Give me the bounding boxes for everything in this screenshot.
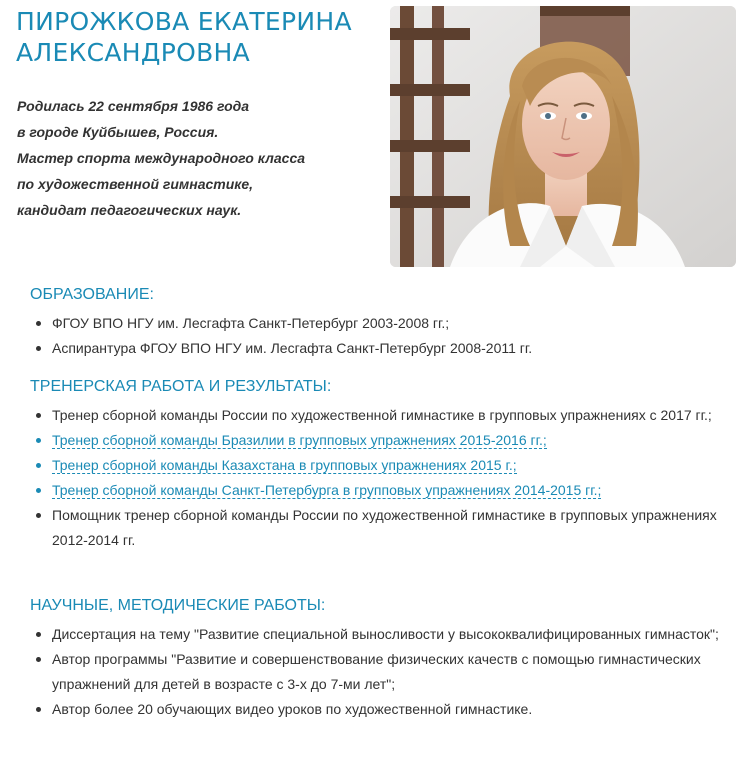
list-item	[30, 428, 730, 453]
link-brazil-team[interactable]: Тренер сборной команды Бразилии в групповых упражнениях 2015-2016 гг.;	[52, 432, 547, 448]
research-heading: НАУЧНЫЕ, МЕТОДИЧЕСКИЕ РАБОТЫ:	[30, 597, 326, 614]
name-line-2: АЛЕКСАНДРОВНА	[16, 38, 251, 67]
list-item: Помощник тренер сборной команды России по художественной гимнастике в групповых упражнениях 2012-2014 гг.	[30, 503, 730, 553]
link-kazakhstan-team[interactable]: Тренер сборной команды Казахстана в групповых упражнениях 2015 г.;	[52, 457, 517, 473]
bio-line-4: по художественной гимнастике,	[17, 176, 254, 192]
list-item: ФГОУ ВПО НГУ им. Лесгафта Санкт-Петербург 2003-2008 гг.;	[30, 311, 730, 336]
bio-text	[17, 93, 305, 223]
education-list	[30, 311, 730, 361]
bio-line-5: кандидат педагогических наук.	[17, 202, 242, 218]
bio-line-1: Родилась 22 сентября 1986 года	[17, 98, 250, 114]
portrait-photo	[390, 6, 736, 267]
list-item	[30, 453, 730, 478]
coaching-heading: ТРЕНЕРСКАЯ РАБОТА И РЕЗУЛЬТАТЫ:	[30, 378, 332, 395]
research-list	[30, 622, 730, 722]
link-spb-team[interactable]: Тренер сборной команды Санкт-Петербурга в групповых упражнениях 2014-2015 гг.;	[52, 482, 602, 498]
list-item: Тренер сборной команды России по художественной гимнастике в групповых упражнениях с 2017 гг.;	[30, 403, 730, 428]
list-item	[30, 478, 730, 503]
list-item: Автор более 20 обучающих видео уроков по художественной гимнастике.	[30, 697, 730, 722]
coaching-list	[30, 403, 730, 553]
page-title	[16, 6, 352, 68]
bio-line-2: в городе Куйбышев, Россия.	[17, 124, 219, 140]
education-heading: ОБРАЗОВАНИЕ:	[30, 286, 154, 303]
name-line-1: ПИРОЖКОВА ЕКАТЕРИНА	[16, 7, 352, 36]
bio-line-3: Мастер спорта международного класса	[17, 150, 306, 166]
list-item: Автор программы "Развитие и совершенствование физических качеств с помощью гимнастических упражнений для детей в возрасте с 3-х до 7-ми лет";	[30, 647, 730, 697]
list-item: Аспирантура ФГОУ ВПО НГУ им. Лесгафта Санкт-Петербург 2008-2011 гг.	[30, 336, 730, 361]
list-item: Диссертация на тему "Развитие специальной выносливости у высококвалифицированных гимнасток";	[30, 622, 730, 647]
